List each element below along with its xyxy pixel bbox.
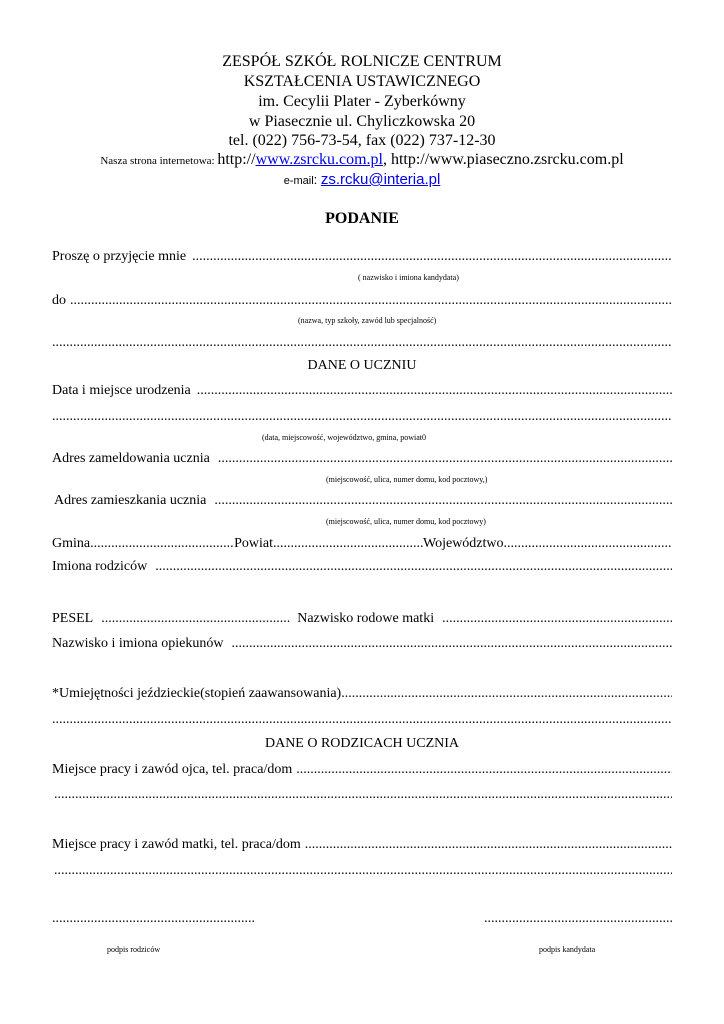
zameldowanie-label: Adres zameldowania ucznia xyxy=(52,451,210,466)
page-title: PODANIE xyxy=(325,210,399,227)
website-separator: , xyxy=(382,151,391,168)
ojciec-dots xyxy=(296,761,672,778)
umiejetnosci-label: *Umiejętności jeździeckie(stopień zaawansowania) xyxy=(52,686,342,701)
przyjecie-dots xyxy=(192,248,672,265)
umiejetnosci-continuation[interactable] xyxy=(52,711,672,728)
opiekunowie-label: Nazwisko i imiona opiekunów xyxy=(52,636,224,651)
email-separator: : xyxy=(313,172,321,187)
ojciec-continuation-dots xyxy=(54,786,672,803)
website2: http://www.piaseczno.zsrcku.com.pl xyxy=(390,151,624,168)
urodzenie-hint: (data, miejscowość, województwo, gmina, powiat0 xyxy=(262,433,426,442)
nazwisko-matki-dots xyxy=(442,610,672,627)
signature-kandydata-caption: podpis kandydata xyxy=(539,945,596,954)
do-dots xyxy=(70,292,672,309)
gmina-label: Gmina xyxy=(52,536,91,551)
zamieszkanie-label: Adres zamieszkania ucznia xyxy=(54,493,207,508)
signature-rodzicow-dots xyxy=(52,910,256,927)
section-uczen-heading: DANE O UCZNIU xyxy=(307,358,417,373)
signature-kandydata-line[interactable] xyxy=(484,910,672,927)
zameldowanie-field[interactable] xyxy=(52,450,672,467)
ojciec-continuation[interactable] xyxy=(54,786,672,803)
zameldowanie-hint: (miejscowość, ulica, numer domu, kod pocztowy,) xyxy=(326,475,488,484)
przyjecie-hint: ( nazwisko i imiona kandydata) xyxy=(358,273,459,282)
powiat-dots xyxy=(273,535,423,552)
email-label: e-mail xyxy=(283,175,314,187)
wojewodztwo-dots xyxy=(504,535,672,552)
opiekunowie-field[interactable] xyxy=(52,635,672,652)
school-patron: im. Cecylii Plater - Zyberkówny xyxy=(258,93,466,110)
rodzice-field[interactable] xyxy=(52,558,672,575)
do-field[interactable] xyxy=(52,292,672,309)
school-name-line1: ZESPÓŁ SZKÓŁ ROLNICZE CENTRUM xyxy=(222,53,502,70)
section-rodzice-heading: DANE O RODZICACH UCZNIA xyxy=(264,736,460,751)
pesel-dots xyxy=(101,610,291,627)
urodzenie-field[interactable] xyxy=(52,382,672,399)
do-continuation-dots xyxy=(52,334,672,351)
ojciec-field[interactable] xyxy=(52,761,672,778)
umiejetnosci-dots xyxy=(341,685,672,702)
email-link[interactable]: zs.rcku@interia.pl xyxy=(320,171,441,188)
zameldowanie-dots xyxy=(218,450,672,467)
urodzenie-continuation[interactable] xyxy=(52,408,672,425)
rodzice-dots xyxy=(155,558,672,575)
pesel-matka-row[interactable] xyxy=(52,610,672,627)
matka-field[interactable] xyxy=(52,836,672,853)
do-hint: (nazwa, typ szkoły, zawód lub specjalność) xyxy=(298,316,437,325)
umiejetnosci-continuation-dots xyxy=(52,711,672,728)
urodzenie-dots xyxy=(197,382,672,399)
matka-continuation[interactable] xyxy=(54,862,672,879)
urodzenie-continuation-dots xyxy=(52,408,672,425)
powiat-label: Powiat xyxy=(234,536,273,551)
school-name-line2: KSZTAŁCENIA USTAWICZNEGO xyxy=(243,73,481,90)
matka-dots xyxy=(305,836,672,853)
nazwisko-matki-label: Nazwisko rodowe matki xyxy=(297,611,435,626)
ojciec-label: Miejsce pracy i zawód ojca, tel. praca/dom xyxy=(52,762,293,777)
zamieszkanie-hint: (miejscowość, ulica, numer domu, kod pocztowy) xyxy=(326,517,486,526)
signature-kandydata-dots xyxy=(484,910,672,927)
przyjecie-field[interactable] xyxy=(52,248,672,265)
do-label: do xyxy=(52,293,66,308)
gmina-dots xyxy=(90,535,234,552)
urodzenie-label: Data i miejsce urodzenia xyxy=(52,383,191,398)
school-phone-fax: tel. (022) 756-73-54, fax (022) 737-12-30 xyxy=(228,132,496,149)
website-line xyxy=(0,150,724,170)
opiekunowie-dots xyxy=(231,635,672,652)
rodzice-label: Imiona rodziców xyxy=(52,559,148,574)
gmina-powiat-wojewodztwo-row[interactable] xyxy=(52,535,672,552)
website-label: Nasza strona internetowa: xyxy=(100,155,218,167)
wojewodztwo-label: Województwo xyxy=(423,536,504,551)
school-address: w Piasecznie ul. Chyliczkowska 20 xyxy=(248,113,476,130)
email-line xyxy=(0,170,724,191)
zamieszkanie-dots xyxy=(214,492,672,509)
signature-rodzicow-caption: podpis rodziców xyxy=(107,945,161,954)
umiejetnosci-field[interactable] xyxy=(52,685,672,702)
zamieszkanie-field[interactable] xyxy=(54,492,672,509)
do-continuation[interactable] xyxy=(52,334,672,351)
matka-continuation-dots xyxy=(54,862,672,879)
website1-prefix: http:// xyxy=(217,151,256,168)
matka-label: Miejsce pracy i zawód matki, tel. praca/dom xyxy=(52,837,301,852)
przyjecie-label: Proszę o przyjęcie mnie xyxy=(52,249,187,264)
website1-link[interactable]: www.zsrcku.com.pl xyxy=(255,151,383,168)
pesel-label: PESEL xyxy=(52,611,94,626)
signature-rodzicow-line[interactable] xyxy=(52,910,256,927)
